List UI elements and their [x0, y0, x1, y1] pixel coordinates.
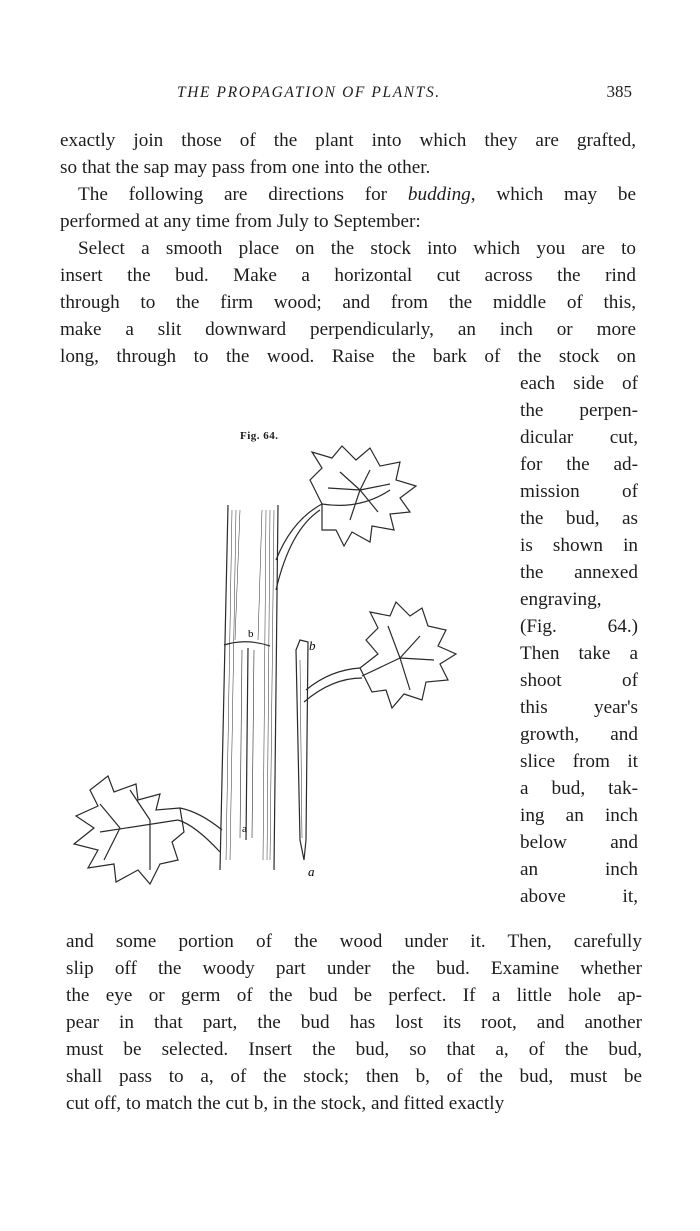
- text-line: so that the sap may pass from one into the other.: [60, 157, 431, 178]
- text-line: Select a smooth place on the stock into which you are to: [78, 238, 636, 259]
- side-text-line: a bud, tak-: [520, 778, 638, 799]
- running-header: [60, 82, 640, 112]
- page-number: 385: [606, 82, 632, 101]
- text-line: pear in that part, the bud has lost its root, and another: [66, 1012, 642, 1033]
- text-line: slip off the woody part under the bud. Examine whether: [66, 958, 642, 979]
- stock-branch-top: [276, 446, 416, 590]
- stock-stem: [220, 505, 278, 870]
- text-line: the eye or germ of the bud be perfect. If a little hole ap-: [66, 985, 642, 1006]
- text-line: through to the firm wood; and from the middle of this,: [60, 292, 636, 313]
- bud-shield: [296, 602, 456, 860]
- text-line: exactly join those of the plant into which they are grafted,: [60, 130, 636, 151]
- figure-caption: Fig. 64.: [240, 430, 279, 442]
- stock-label-a: a: [242, 823, 247, 835]
- text-line: performed at any time from July to September:: [60, 211, 421, 232]
- side-text-line: growth, and: [520, 724, 638, 745]
- running-title: THE PROPAGATION OF PLANTS.: [177, 84, 441, 101]
- side-text-line: the bud, as: [520, 508, 638, 529]
- side-text-line: the annexed: [520, 562, 638, 583]
- bud-label-b: b: [309, 638, 316, 653]
- side-text-line: is shown in: [520, 535, 638, 556]
- stock-branch-bottom: [74, 776, 222, 884]
- bud-label-a: a: [308, 864, 315, 879]
- side-text-line: ing an inch: [520, 805, 638, 826]
- side-text-line: the perpen-: [520, 400, 638, 421]
- text-line: shall pass to a, of the stock; then b, of the bud, must be: [66, 1066, 642, 1087]
- side-text-line: for the ad-: [520, 454, 638, 475]
- text-line: cut off, to match the cut b, in the stock, and fitted exactly: [66, 1093, 505, 1114]
- side-text-line: engraving,: [520, 589, 602, 610]
- side-text-line: above it,: [520, 886, 638, 907]
- side-text-line: slice from it: [520, 751, 638, 772]
- text-line-budding: [60, 181, 636, 208]
- side-text-line: dicular cut,: [520, 427, 638, 448]
- side-text-line: an inch: [520, 859, 638, 880]
- side-text-line: Then take a: [520, 643, 638, 664]
- text-fragment: The following are directions for: [78, 184, 408, 205]
- side-text-line: each side of: [520, 373, 638, 394]
- italic-term-budding: budding: [407, 184, 471, 205]
- text-line: and some portion of the wood under it. Then, carefully: [66, 931, 642, 952]
- text-line: insert the bud. Make a horizontal cut across the rind: [60, 265, 636, 286]
- stock-label-b: b: [248, 628, 254, 640]
- side-text-line: (Fig. 64.): [520, 616, 638, 637]
- text-line: must be selected. Insert the bud, so that a, of the bud,: [66, 1039, 642, 1060]
- text-line: long, through to the wood. Raise the bark of the stock on: [60, 346, 636, 367]
- side-text-line: this year's: [520, 697, 638, 718]
- side-text-line: below and: [520, 832, 638, 853]
- side-text-line: shoot of: [520, 670, 638, 691]
- text-fragment: , which may be: [470, 184, 636, 205]
- side-text-line: mission of: [520, 481, 638, 502]
- text-line: make a slit downward perpendicularly, an inch or more: [60, 319, 636, 340]
- budding-engraving: [60, 440, 500, 900]
